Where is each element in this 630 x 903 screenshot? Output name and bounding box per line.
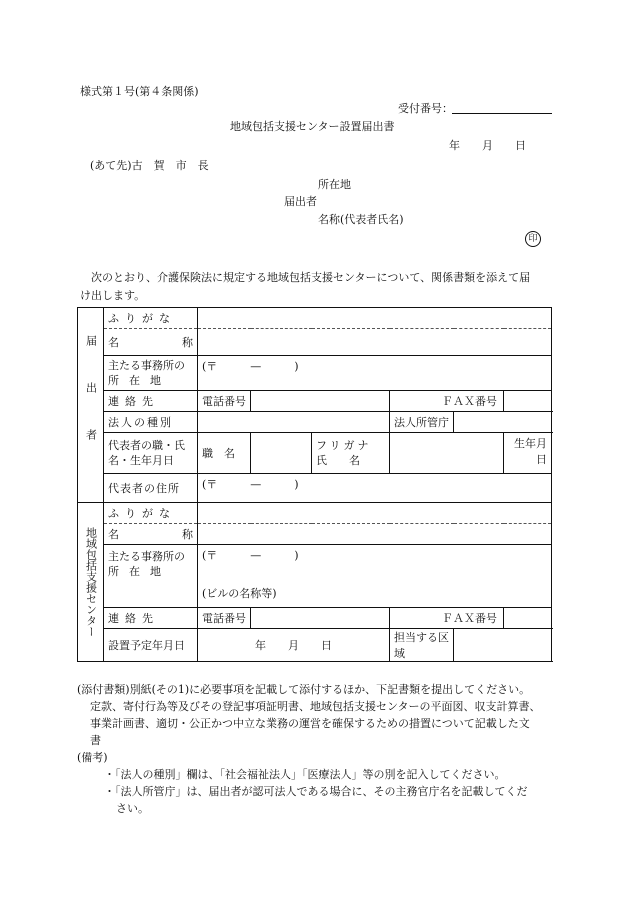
applicant-fax-field[interactable]: [504, 391, 552, 412]
receipt-number-label: 受付番号：: [398, 102, 453, 115]
attachments-line-2: 定款、寄付行為等及びその登記事項証明書、地域包括支援センターの平面図、収支計算書、: [90, 700, 541, 713]
center-name-label: 名称: [104, 524, 198, 545]
attachments-line-4: 書: [90, 734, 101, 747]
applicant-contact-label: 連絡先: [104, 391, 198, 412]
center-name-field[interactable]: [198, 524, 552, 545]
center-postal-code: (〒 — ): [202, 549, 299, 562]
corporation-type-label: 法人の種別: [104, 412, 198, 433]
applicant-office-field[interactable]: [198, 356, 552, 391]
corporation-type-field[interactable]: [198, 412, 390, 433]
representative-name-label: 名称(代表者氏名): [318, 213, 404, 226]
applicant-postal-code: (〒 — ): [202, 360, 299, 373]
applicant-name-field[interactable]: [198, 329, 552, 356]
center-phone-field[interactable]: [251, 608, 390, 629]
applicant-furigana-field[interactable]: [198, 308, 552, 329]
location-label: 所在地: [318, 178, 351, 191]
applicant-label: 届出者: [284, 195, 317, 208]
center-office-label: 主たる事務所の 所在地: [104, 545, 198, 608]
representative-address-field[interactable]: [198, 474, 552, 503]
seal-icon: 印: [525, 231, 541, 247]
center-furigana-field[interactable]: [198, 503, 552, 524]
applicant-fax-label: ＦＡＸ番号: [390, 391, 504, 412]
birth-date-field[interactable]: [504, 433, 552, 474]
representative-label: 代表者の職・氏 名・生年月日: [104, 433, 198, 474]
section-center-label: 地域包括支援センター: [78, 503, 104, 662]
applicant-name-label: 名称: [104, 329, 198, 356]
center-phone-label: 電話番号: [198, 608, 251, 629]
jurisdiction-label: 法人所管庁: [390, 412, 454, 433]
section-applicant-label: 届出者: [78, 308, 104, 503]
representative-postal-code: (〒 — ): [202, 478, 299, 491]
remarks-heading: (備考): [77, 751, 108, 764]
representative-name-field[interactable]: [390, 433, 504, 474]
application-form-table: [77, 307, 552, 662]
service-area-label: 担当する区域: [390, 629, 454, 662]
remark-item-2-line-2: さい。: [116, 802, 149, 815]
building-name-label: (ビルの名称等): [202, 587, 277, 600]
receipt-number-field[interactable]: [452, 100, 552, 114]
applicant-office-label: 主たる事務所の 所在地: [104, 356, 198, 391]
applicant-phone-field[interactable]: [251, 391, 390, 412]
center-fax-label: ＦＡＸ番号: [390, 608, 504, 629]
center-fax-field[interactable]: [504, 608, 552, 629]
intro-line-1: 次のとおり、介護保険法に規定する地域包括支援センターについて、関係書類を添えて届: [91, 271, 531, 284]
representative-kana-label: フリガナ 氏 名: [312, 433, 390, 474]
date-line: 年 月 日: [449, 139, 526, 152]
position-field[interactable]: [251, 433, 312, 474]
planned-date-label: 設置予定年月日: [104, 629, 198, 662]
applicant-furigana-label: ふりがな: [104, 308, 198, 329]
service-area-field[interactable]: [454, 629, 552, 662]
planned-date-field[interactable]: [198, 629, 390, 662]
document-title: 地域包括支援センター設置届出書: [230, 120, 395, 133]
intro-line-2: け出します。: [80, 289, 146, 302]
remark-item-1: ・「法人の種別」欄は、「社会福祉法人」「医療法人」等の別を記入してください。: [104, 768, 506, 781]
applicant-phone-label: 電話番号: [198, 391, 251, 412]
form-number: 様式第１号(第４条関係): [80, 85, 199, 98]
representative-address-label: 代表者の住所: [104, 474, 198, 503]
notes-section: [77, 681, 555, 817]
planned-date-value: 年 月 日: [255, 639, 332, 652]
jurisdiction-field[interactable]: [454, 412, 552, 433]
addressee: (あて先)古 賀 市 長: [90, 159, 209, 172]
position-label: 職 名: [198, 433, 251, 474]
attachments-line-3: 事業計画書、適切・公正かつ中立な業務の運営を確保するための措置について記載した文: [90, 717, 530, 730]
center-office-field[interactable]: [198, 545, 552, 608]
center-furigana-label: ふりがな: [104, 503, 198, 524]
birth-date-label: 生年月日: [514, 437, 547, 466]
remark-item-2-line-1: ・「法人所管庁」は、届出者が認可法人である場合に、その主務官庁名を記載してくだ: [104, 785, 528, 798]
attachments-line-1: (添付書類)別紙(その1)に必要事項を記載して添付するほか、下記書類を提出してください。: [77, 683, 531, 696]
center-contact-label: 連絡先: [104, 608, 198, 629]
